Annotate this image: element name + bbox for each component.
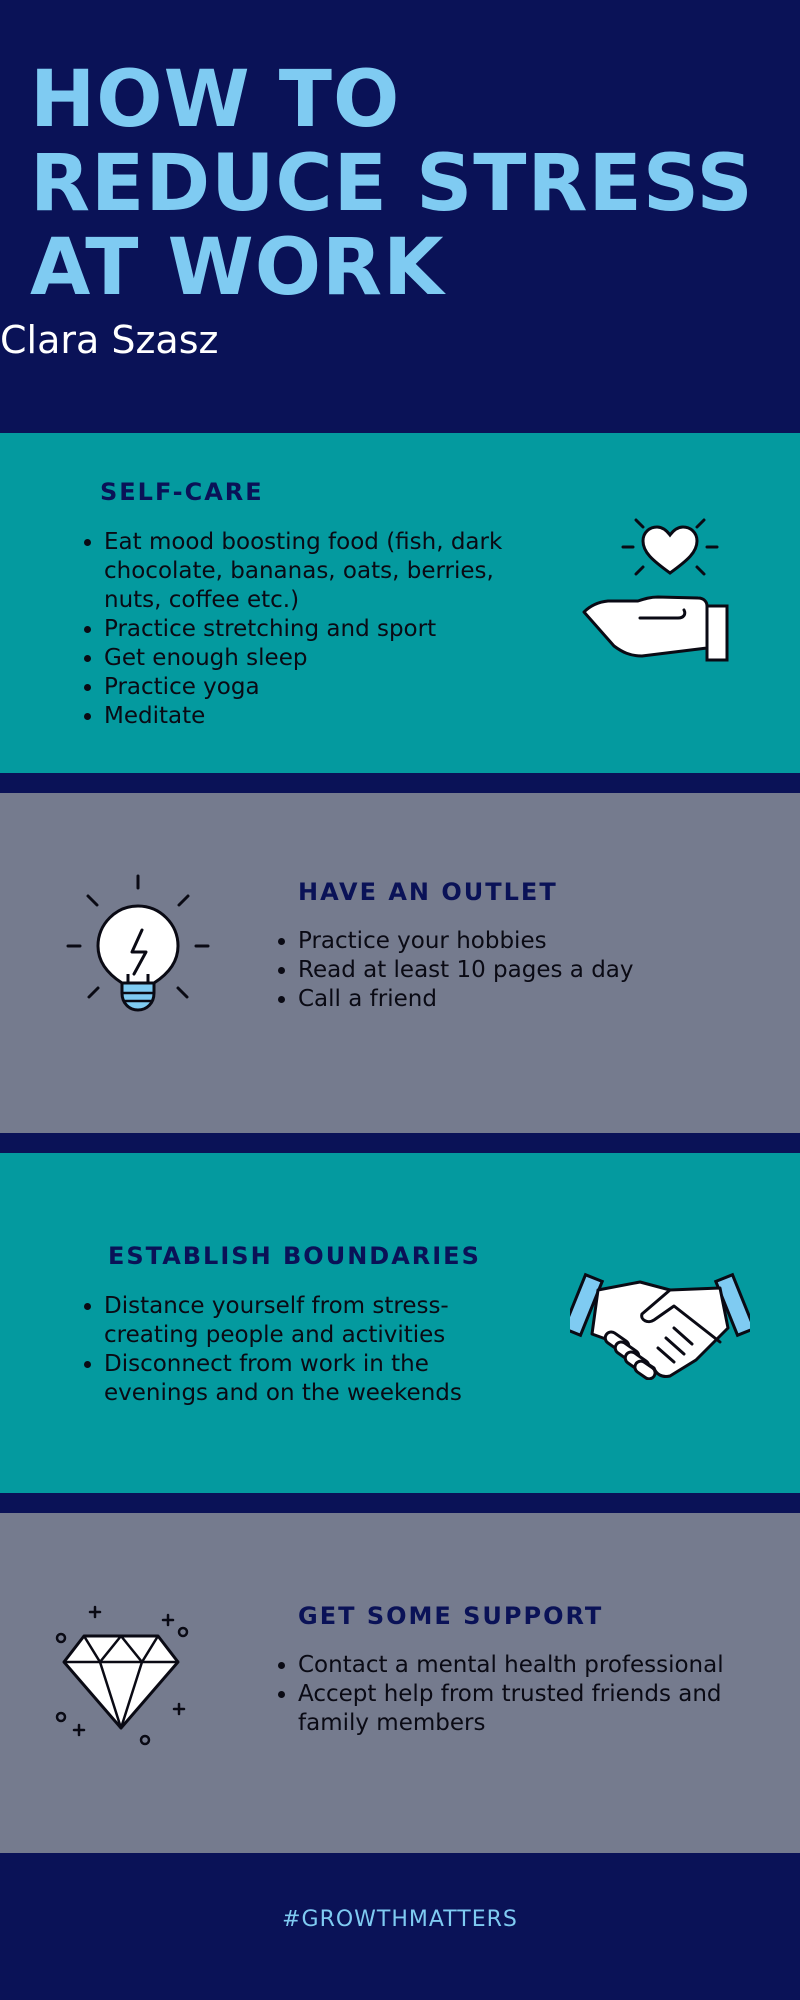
outlet-list: [272, 927, 758, 1014]
boundaries-list: [78, 1292, 524, 1408]
lightbulb-icon: [62, 870, 222, 1020]
list-item: • Eat mood boosting food (fish, dark chocolate, bananas, oats, berries, nuts, coffee etc.): [104, 528, 504, 615]
list-item: • Practice yoga: [104, 673, 504, 702]
list-item: • Practice your hobbies: [298, 927, 758, 956]
list-item: • Practice stretching and sport: [104, 615, 504, 644]
list-item: • Read at least 10 pages a day: [298, 956, 758, 985]
list-item: • Accept help from trusted friends and family members: [298, 1680, 778, 1738]
list-item: • Meditate: [104, 702, 504, 731]
section-title-get-some-support: GET SOME SUPPORT: [298, 1602, 604, 1630]
diamond-icon: [50, 1600, 200, 1750]
section-title-self-care: SELF-CARE: [100, 478, 264, 506]
section-title-establish-boundaries: ESTABLISH BOUNDARIES: [108, 1242, 481, 1270]
hand-heart-icon: [580, 510, 750, 670]
self-care-list: [78, 528, 504, 731]
page-title: HOW TO REDUCE STRESS AT WORK: [30, 55, 754, 313]
list-item: • Contact a mental health professional: [298, 1651, 778, 1680]
list-item: • Call a friend: [298, 985, 758, 1014]
handshake-icon: [570, 1268, 750, 1380]
support-list: [272, 1651, 778, 1738]
list-item: • Get enough sleep: [104, 644, 504, 673]
author-name: Clara Szasz: [0, 318, 219, 362]
section-title-have-an-outlet: HAVE AN OUTLET: [298, 878, 558, 906]
list-item: • Disconnect from work in the evenings and on the weekends: [104, 1350, 524, 1408]
list-item: • Distance yourself from stress-creating people and activities: [104, 1292, 524, 1350]
footer-hashtag: #GROWTHMATTERS: [282, 1907, 518, 1932]
